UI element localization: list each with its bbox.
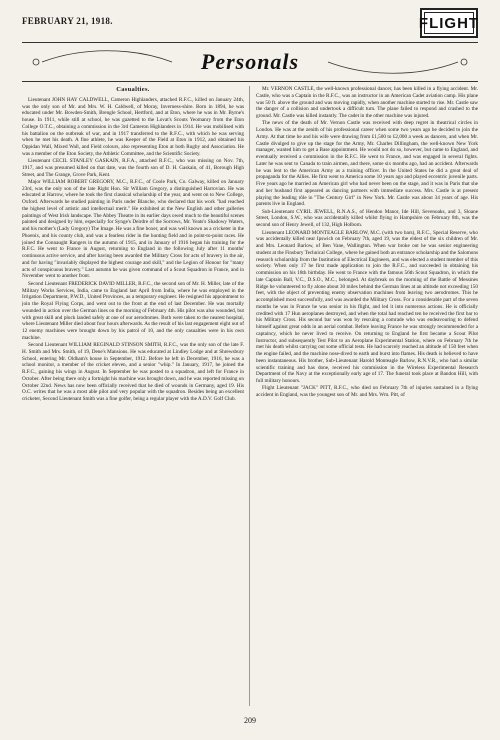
logo-text: FLIGHT	[418, 14, 480, 32]
banner-title: Personals	[200, 49, 300, 74]
article-paragraph: Second Lieutenant WILLIAM REGINALD STINSON SMITH, R.F.C., was the only son of the late F. H. Smith and Mrs. Smith, of 19, Dene's Mansions. He was educated at Lindley Lodge and at Shrewsbury School, entering Mr. Oldham's house in September, 1912. Before he left in December, 1916, he was a school monitor, a member of the cricket eleven, and a senior "whip." In January, 1917, he joined the R.F.C., gaining his wings in August. In September he was posted to a squadron, and left for France in October. After being there only a fortnight his machine was brought down, and he was reported missing on October 22nd. News has now been officially received that he died of wounds in Germany, aged 19. His O.C. writes that he was a most able pilot and very popular with the squadron. Besides being an excellent cricketer, Second Lieutenant Smith was a fine golfer, being a regular player with the A.D.V. Golf Club.	[22, 342, 244, 403]
logo-frame	[418, 12, 480, 34]
section-banner	[22, 42, 478, 82]
article-paragraph: Major WILLIAM ROBERT GREGORY, M.C., R.F.C., of Coole Park, Co. Galway, killed on January 23rd, was the only son of the late Right Hon. Sir William Gregory, a distinguished Harrovian. He was educated at Harrow, where he took the first classical scholarship of the year, and went on to New College, Oxford. Afterwards he studied painting in Paris under Blanche, who declared that his work "had reached the highest level of artistic and intellectual merit." He exhibited at the New English and other galleries paintings of West Irish landscape. The Abbey Theatre in its earlier days owed much to the beautiful scenes painted and designed by him, especially for Synge's Deirdre of the Sorrows, Mr. Yeats's Shadowy Waters, and his mother's (Lady Gregory) The Image. He was a fine boxer, and was well known as a cricketer in the Phoenix, and his county club, and was a fearless rider in the hunting field and in point-to-point races. He joined the Connaught Rangers in the autumn of 1915, and in January of 1916 began his training for the R.F.C. He went to France in August, returning to England in the following July after 11 months' continuous active service, and after having been awarded the Military Cross for acts of bravery in the air, and for having "invariably displayed the highest courage and skill," and the Legion of Honour for "many acts of conspicuous bravery." Last autumn he was given command of a Scout Squadron in France, and in November went to another front.	[22, 178, 244, 280]
article-paragraph: Lieutenant JOHN HAY CALDWELL, Cameron Highlanders, attached R.F.C., killed on January 24th, was the only son of Mr. and Mrs. W. H. Caldwell, of Moray, Inverness-shire. Born in 1894, he was educated under Mr. Bowden-Smith, Brengle School, Hertford, and at Eton, where he was in Mr. Byrne's house. In 1911, while still at school, he was gazetted to the Lovat's Scouts Yeomanry from the Eton College O.T.C., obtaining a commission in the 3rd Cameron Highlanders in 1914. He was mobilised with his battalion on the outbreak of war, and in 1917 transferred to the R.F.C., with which he was serving when he met his death. A fine athlete, he was Keeper of the Field at Eton in 1912, and obtained his Oppidan Wall, Mixed Wall, and Field colours, also representing Eton at both Rugby and Association. He was a member of the Eton Society, the Athletic Committee, and the Scientific Society.	[22, 96, 244, 157]
page-number: 209	[244, 716, 256, 725]
column-divider	[249, 86, 250, 706]
article-paragraph: Lieutenant CECIL STANLEY GASKAIN, R.F.A., attached R.F.C., who was missing on Nov. 7th, 1917, and was presumed killed on that date, was the fourth son of D. H. Gaskain, of 41, Borough High Street, and The Grange, Grove Park, Kent.	[22, 158, 244, 178]
left-column	[22, 86, 244, 708]
article-paragraph: Lieutenant LEONARD MONTEAGLE BARLOW, M.C. (with two bars), R.F.C., Special Reserve, who was accidentally killed near Ipswich on February 7th, aged 19, was the eldest of the six children of Mr. and Mrs. Leonard Barlow, of Ben Vane, Wallington. When war broke out he was senior engineering student at the Finsbury Technical College, where he gained both an entrance scholarship and the Salomons research scholarship from the Institution of Electrical Engineers, and was elected a student member of this society. When only 17 he first made application to join the R.F.C., and succeeded in obtaining his commission on his 18th birthday. He went to France with the famous 56th Scout Squadron, in which the late Captain Ball, V.C., D.S.O., M.C., belonged. At daybreak on the morning of the Battle of Messines Ridge he volunteered to fly alone about 30 miles behind the German lines at an altitude not exceeding 150 feet, with the object of preventing enemy observation machines from leaving two aerodromes. This he accomplished most successfully, and was awarded the Military Cross. For a considerable part of the seven months he was in France he was senior in his flight, and led it into numerous actions. He is officially credited with 17 Hun aeroplanes destroyed, and when the total had reached ten he received the first bar to his Military Cross. His second bar was won by rescuing a comrade who was endeavouring to defend himself against great odds in an aerial combat. Before leaving France he was strongly recommended for a captaincy, which he never lived to receive. On returning to England he first became a Scout Pilot Instructor, and subsequently Test Pilot to an Aeroplane Experimental Station, where on February 7th he met his death whilst carrying out some official tests. He had scarcely reached an altitude of 150 feet when the engine failed, and the machine nose-dived to earth and burst into flames. His death is believed to have been instantaneous. His brother, Sub-Lieutenant Harold Monteagle Barlow, R.N.V.R., who had a similar scientific training and has done, received his commission in the Wireless Experimental Research Department of the Navy at the exceptionally early age of 17. The funeral took place at Bandon Hill, with full military honours.	[256, 229, 478, 385]
issue-date: FEBRUARY 21, 1918.	[22, 16, 113, 26]
article-paragraph: Flight Lieutenant "JACK" PITT, R.F.C., who died on February 7th of injuries sustained in a flying accident in England, was the youngest son of Mr. and Mrs. Wm. Pitt, of	[256, 385, 478, 399]
flight-logo	[420, 8, 478, 38]
right-column	[256, 86, 478, 708]
article-paragraph: The news of the death of Mr. Vernon Castle was received with deep regret in theatrical circles in London. He was at the zenith of his professional career when some two years ago he decided to join the Army. At that time he and his wife were drawing from £1,500 to £2,000 a week as dancers, and when Mr. Castle divulged to give up the stage for the Army, Mr. Charles Dillingham, the well-known New York manager, wanted him to get a Base appointment. He would not do so, however, but came to England, and eventually received a commission in the R.F.C. He went to France, and was engaged in several fights. Later he was sent to Canada to train airmen, and there, some six months ago, had an accident. Afterwards he was lent to the American Army as a training officer. In the United States he did a great deal of propaganda for the Allies. He first went to America some 10 years ago and played eccentric juvenile parts. Five years ago he married an American girl who had never been on the stage, and it was in Paris that she and her husband first appeared as dancing partners with immediate success. Mrs. Castle is at present playing the leading rôle in "The Century Girl" in New York. Mr. Castle was about 34 years of age. His parents live in England.	[256, 120, 478, 208]
article-paragraph: Sub-Lieutenant CYRIL JEWELL, R.N.A.S., of Hendon Manor, Ide Hill, Sevenoaks, and 3, Sloane Street, London, S.W., who was accidentally killed whilst flying in Hampshire on February 8th, was the second son of Henry Jewell, of 132, High Holborn.	[256, 208, 478, 229]
section-heading: Casualties.	[116, 86, 150, 93]
article-paragraph: Second Lieutenant FREDERICK DAVID MILLER, R.F.C., the second son of Mr. H. Miller, late of the Military Works Services, India, came to England last April from India, where he was employed in the Irrigation Department, P.W.D., United Provinces, as a temporary engineer. He resigned his appointment to join the Royal Flying Corps, and went out to the front at the end of last December. He was mortally wounded in action over the German lines on the morning of February 4th. His pilot was also wounded, but with great skill and pluck landed safely at one of our aerodromes. Both were taken to the nearest hospital, where Lieutenant Miller died about four hours afterwards. As the result of his last engagement eight out of 12 enemy machines were brought down by his patrol of 10, and the only casualties were in his own machine.	[22, 280, 244, 341]
article-paragraph: Mr. VERNON CASTLE, the well-known professional dancer, has been killed in a flying accident. Mr. Castle, who was a Captain in the R.F.C., was an instructor in an American Cadet aviation camp. His plane was 50 ft. above the ground and was moving rapidly, when another machine started to rise. Mr. Castle saw the danger of a collision and undertook a difficult turn. The plane failed to respond and crashed to the ground. Mr. Castle was killed instantly. The cadet in the other machine was injured.	[256, 86, 478, 119]
